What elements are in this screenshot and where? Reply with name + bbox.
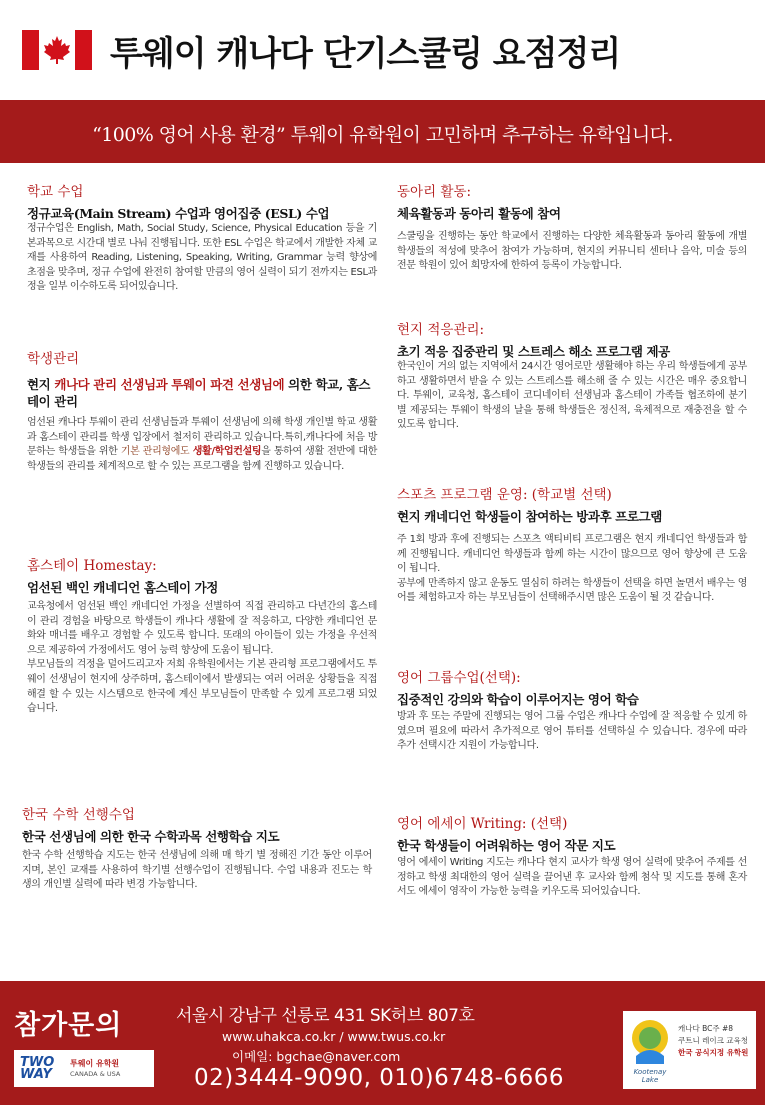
section-heading: 홈스테이 Homestay: [27,558,157,574]
section-body: 방과 후 또는 주말에 진행되는 영어 그룹 수업은 캐나다 수업에 잘 적응할 수 있게 하였으며 필요에 따라서 추가적으로 영어 튜터를 선택하실 수 있습니다. 경우에 따라 추가 선택시간 지원이 가능합니다. [397,711,747,752]
logo-sub: CANADA & USA [70,1069,121,1078]
section-homestay [27,557,377,717]
section-subtitle: 집중적인 강의와 학습이 이루어지는 영어 학습 [397,692,639,707]
page-header [0,0,765,100]
section-subtitle: 현지 캐네디언 학생들이 참여하는 방과후 프로그램 [397,509,662,524]
contact-websites[interactable]: www.uhakca.co.kr / www.twus.co.kr [222,1029,446,1044]
section-subtitle: 초기 적응 집중관리 및 스트레스 해소 프로그램 제공 [397,344,670,359]
canada-flag-icon [22,30,92,70]
contact-title: 참가문의 [14,1010,123,1041]
section-body: 정규수업은 English, Math, Social Study, Science, Physical Education 등을 기본과목으로 시간대 별로 나눠 진행됩니다. 또한 ESL 수업은 학교에서 개발한 자체 교재를 사용하여 Reading, Listening, Speaking, Writing, Grammar 능력 향상에 초점을 맞추며, 정규 수업에 완전히 참여할 만큼의 영어 실력이 되기 전까지는 ESL과정을 일부 이수하도록 되어있습니다. [27,223,377,293]
kootenay-lake-emblem-icon [626,1014,674,1086]
section-student-management [27,350,377,474]
section-heading: 스포츠 프로그램 운영: (학교별 선택) [397,487,612,503]
section-heading: 영어 에세이 Writing: (선택) [397,816,568,832]
section-subtitle: 엄선된 백인 캐네디언 홈스테이 가정 [27,580,218,595]
slogan-banner [0,100,765,163]
contact-footer [0,981,765,1105]
section-subtitle: 정규교육(Main Stream) 수업과 영어집중 (ESL) 수업 [27,206,330,221]
section-body: 엄선된 캐나다 투웨이 관리 선생님들과 투웨이 선생님에 의해 학생 개인별 학교 생활과 홈스테이 관리를 학생 입장에서 철저히 관리하고 있습니다.특히,캐나다에 처음 방문하는 학생들을 위한 기본 관리형에도 생활/학업컨설팅을 통하여 생활 전반에 대한 학생들의 관리를 체계적으로 할 수 있는 프로그램을 함께 진행하고 있습니다. [27,417,378,472]
section-body: 스쿨링을 진행하는 동안 학교에서 진행하는 다양한 체육활동과 동아리 활동에 개별 학생들의 적성에 맞추어 참여가 가능하며, 현지의 커뮤니티 센터나 음악, 미술 등의 전문 학원이 있어 희망자에 한하여 등록이 가능합니다. [397,231,747,272]
contact-phone: 02)3444-9090, 010)6748-6666 [194,1065,564,1091]
section-essay-writing [397,815,747,900]
section-subtitle: 현지 캐나다 관리 선생님과 투웨이 파견 선생님에 의한 학교, 홈스테이 관리 [27,377,371,409]
section-body: 한국인이 거의 없는 지역에서 24시간 영어로만 생활해야 하는 우리 학생들에게 공부하고 생활하면서 받을 수 있는 스트레스를 해소해 줄 수 있는 시간은 매우 중요합니다. 투웨이, 교육청, 홈스테이 코디네이터 선생님과 홈스테이 가족들 협조하에 분기별 제공되는 투웨이 학생의 날을 통해 학생들은 정신적, 육체적으로 재충전을 할 수 있도록 합니다. [397,361,747,431]
contact-address: 서울시 강남구 선릉로 431 SK허브 807호 [176,1006,475,1026]
badge-line-3: 한국 공식지정 유학원 [678,1048,749,1057]
section-local-adaptation [397,321,747,433]
section-club-activities [397,183,747,274]
section-heading: 한국 수학 선행수업 [22,807,135,823]
logo-brand: TWO WAY [20,1054,55,1082]
section-heading: 동아리 활동: [397,184,472,200]
official-agency-badge [623,1011,756,1089]
logo-name: 투웨이 유학원 [70,1058,120,1068]
section-body: 한국 수학 선행학습 지도는 한국 선생님에 의해 매 학기 별 정해진 기간 동안 이루어지며, 본인 교재를 사용하여 학기별 선행수업이 진행됩니다. 수업 내용과 진도는 학생의 개인별 실력에 따라 변경 가능합니다. [22,850,372,891]
contact-email[interactable]: 이메일: bgchae@naver.com [232,1049,401,1064]
section-heading: 현지 적응관리: [397,322,485,338]
section-math [22,806,372,893]
section-school-classes [27,183,377,295]
section-heading: 학교 수업 [27,184,84,200]
section-subtitle: 체육활동과 동아리 활동에 참여 [397,206,561,221]
slogan-text: “100% 영어 사용 환경” 투웨이 유학원이 고민하며 추구하는 유학입니다. [92,124,673,146]
section-subtitle: 한국 학생들이 어려워하는 영어 작문 지도 [397,838,616,853]
section-heading: 영어 그룹수업(선택): [397,670,521,686]
twoway-logo [14,1050,154,1087]
section-heading: 학생관리 [27,351,80,367]
svg-text:Lake: Lake [641,1076,659,1084]
section-body: 영어 에세이 Writing 지도는 캐나다 현지 교사가 학생 영어 실력에 맞추어 주제를 선정하고 학생 최대한의 영어 실력을 끌어낸 후 교사와 함께 첨삭 및 지도를 통해 혼자서도 에세이 영작이 가능한 능력을 키우도록 되어있습니다. [397,857,747,898]
badge-line-1: 캐나다 BC주 #8 [678,1024,734,1033]
badge-line-2: 쿠트니 레이크 교육청 [678,1036,748,1045]
section-sports-program [397,486,747,606]
section-english-group [397,669,747,754]
section-subtitle: 한국 선생님에 의한 한국 수학과목 선행학습 지도 [22,829,280,844]
page-title: 투웨이 캐나다 단기스쿨링 요점정리 [110,34,621,74]
svg-text:Kootenay: Kootenay [633,1068,667,1076]
section-body: 주 1회 방과 후에 진행되는 스포츠 액티비티 프로그램은 현지 캐네디언 학생들과 함께 진행됩니다. 캐네디언 학생들과 함께 하는 시간이 많으므로 영어 향상에 큰 도움이 됩니다. 공부에 만족하지 않고 운동도 열심히 하려는 학생들이 선택을 하면 놀면서 배우는 영어를 체험하고자 하는 부모님들이 선택해주시면 많은 도움이 될 것 같습니다. [397,534,747,604]
section-body: 교육청에서 엄선된 백인 캐네디언 가정을 선별하여 직접 관리하고 다년간의 홈스테이 관리 경험을 바탕으로 학생들이 캐나다 생활에 잘 적응하고, 다양한 캐네디언 문화와 매너를 배우고 경험할 수 있도록 합니다. 또래의 아이들이 있는 가정을 우선적으로 제공하여 가정에서도 영어 능력 향상에 도움이 됩니다. 부모님들의 걱정을 덜어드리고자 저희 유학원에서는 기본 관리형 프로그램에서도 투웨이 선생님이 현지에 상주하며, 홈스테이에서 발생되는 여러 어려운 상황들을 직접 해결 할 수 있는 시스템으로 한국에 계신 부모님들이 만족할 수 있게 프로그램 되었습니다. [27,601,377,715]
